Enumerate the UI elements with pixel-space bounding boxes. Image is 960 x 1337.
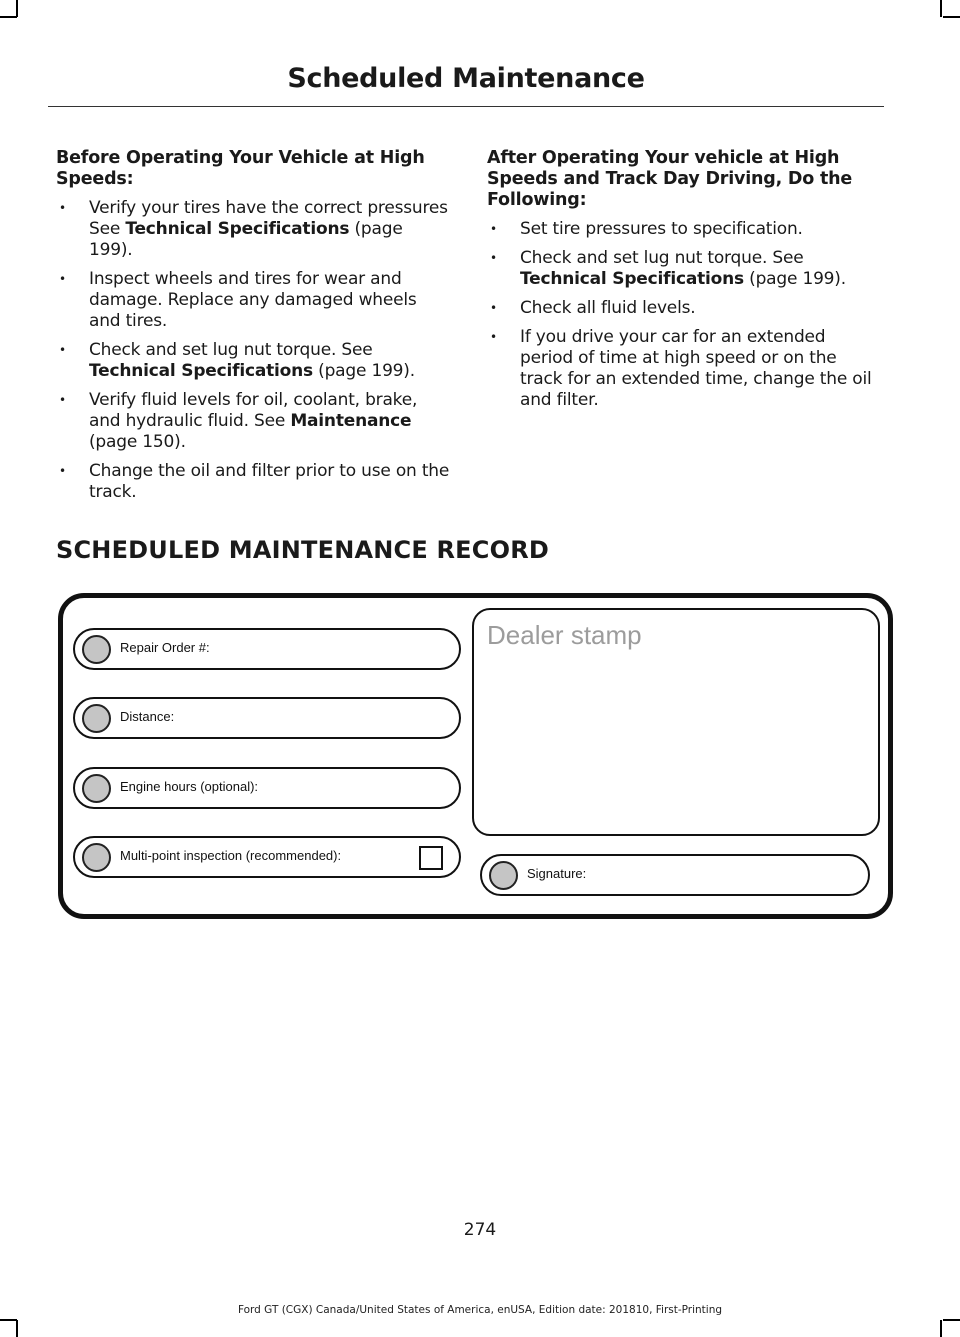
page-footer: Ford GT (CGX) Canada/United States of America, enUSA, Edition date: 201810, First-Printing [237,1304,723,1316]
cross-reference-link[interactable]: Technical Specifications [520,269,744,289]
list-item: • Verify fluid levels for oil, coolant, brake, and hydraulic fluid. See Maintenance (page 150). [56,390,450,453]
crop-mark [940,0,942,17]
crop-mark [0,1319,17,1321]
list-item: • Check and set lug nut torque. See Technical Specifications (page 199). [487,248,883,290]
dealer-stamp-box [472,608,880,836]
distance-field[interactable] [73,697,461,739]
page-header [48,60,884,107]
crop-mark [940,1320,942,1337]
cross-reference-link[interactable]: Technical Specifications [89,361,313,381]
list-item: • Set tire pressures to specification. [487,219,883,240]
signature-field[interactable] [480,854,870,896]
list-item: • Inspect wheels and tires for wear and damage. Replace any damaged wheels and tires. [56,269,450,332]
crop-mark [943,16,960,18]
circle-marker-icon [82,635,111,664]
maintenance-record-title: SCHEDULED MAINTENANCE RECORD [56,536,549,564]
cross-reference-link[interactable]: Technical Specifications [125,219,350,239]
list-item: • Change the oil and filter prior to use on the track. [56,461,450,503]
before-high-speed-section [56,148,450,511]
repair-order-label: Repair Order #: [120,640,210,655]
engine-hours-label: Engine hours (optional): [120,779,259,794]
cross-reference-link[interactable]: Maintenance [290,411,412,431]
maintenance-record-form [58,593,893,919]
list-item: • Check all fluid levels. [487,298,883,319]
distance-label: Distance: [120,709,175,724]
crop-mark [16,0,18,17]
circle-marker-icon [489,861,518,890]
list-item: • Check and set lug nut torque. See Technical Specifications (page 199). [56,340,450,382]
dealer-stamp-label: Dealer stamp [487,620,642,650]
engine-hours-field[interactable] [73,767,461,809]
after-high-speed-heading: After Operating Your vehicle at High Speeds and Track Day Driving, Do the Following: [487,148,853,210]
crop-mark [943,1319,960,1321]
after-high-speed-section [487,148,883,419]
crop-mark [16,1320,18,1337]
circle-marker-icon [82,843,111,872]
repair-order-field[interactable] [73,628,461,670]
after-high-speed-list [487,219,883,411]
list-item: • Verify your tires have the correct pressures See Technical Specifications (page 199). [56,198,450,261]
list-item: • If you drive your car for an extended period of time at high speed or on the track for an extended time, change the oil and filter. [487,327,883,411]
crop-mark [0,16,17,18]
signature-label: Signature: [527,866,587,881]
page-number: 274 [463,1220,497,1240]
circle-marker-icon [82,774,111,803]
inspection-checkbox[interactable] [419,846,443,870]
page-title: Scheduled Maintenance [287,63,645,94]
circle-marker-icon [82,704,111,733]
multi-point-inspection-label: Multi-point inspection (recommended): [120,848,342,863]
before-high-speed-heading: Before Operating Your Vehicle at High Speeds: [56,148,425,189]
multi-point-inspection-field [73,836,461,878]
before-high-speed-list [56,198,450,503]
